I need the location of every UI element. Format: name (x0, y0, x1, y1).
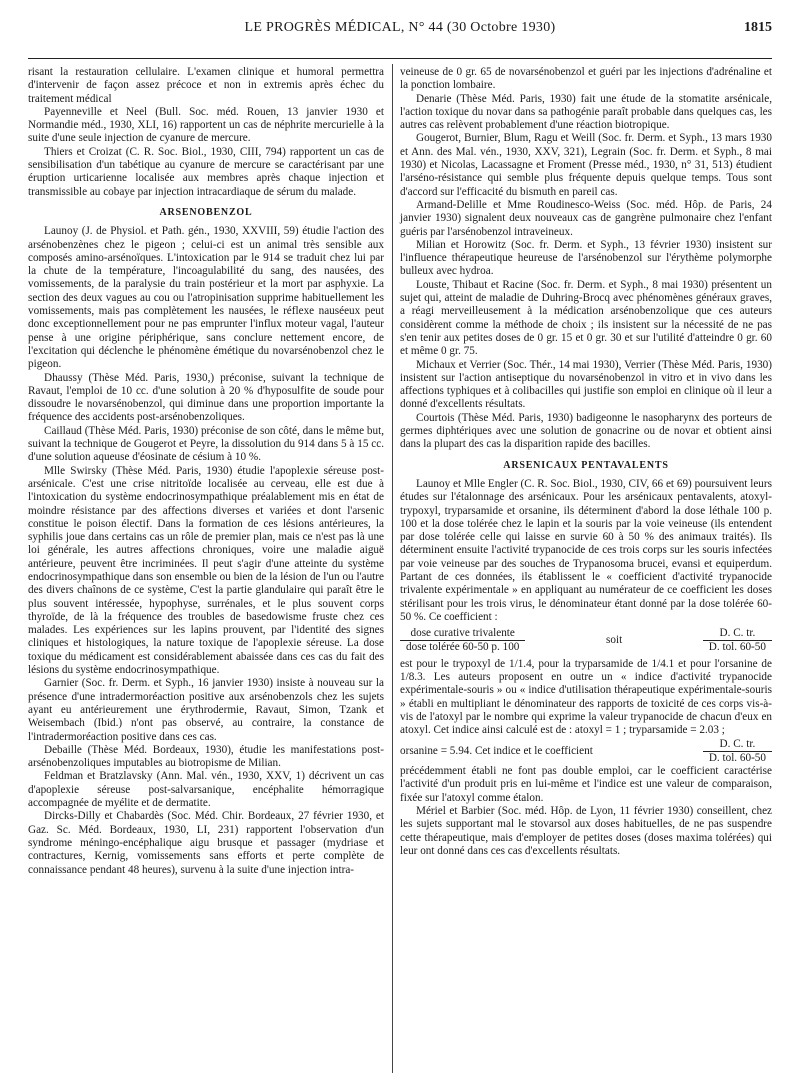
fraction-numerator: dose curative trivalente (410, 627, 515, 640)
paragraph: Louste, Thibaut et Racine (Soc. fr. Derm. et Syph., 8 mai 1930) présentent un sujet qui, atteint de maladie de Duhring-Brocq avec phénomènes généraux graves, a réagi merveilleusement à la médication arsénobenzolique que ces auteurs considèrent comme la méthode de choix ; ils insistent sur la nécessité de ne pas s'en tenir aux petites doses de 0 gr. 15 et 0 gr. 30 et sur l'utilité d'atteindre 0 gr. 60 et même 0 gr. 75. (400, 278, 772, 358)
formula-connector: soit (606, 634, 623, 647)
paragraph: Dircks-Dilly et Chabardès (Soc. Méd. Chir. Bordeaux, 27 février 1930, et Gaz. Sc. Méd. Bordeaux, 1930, LI, 231) rapportent l'observation d'un syndrome méningo-encéphalique aigu brusque et passager (mydriase et contractures, Kernig, vomissements sans efforts et perte complète de connaissance pendant 48 heures), survenu à la suite d'une injection intra- (28, 810, 384, 876)
page-number: 1815 (744, 20, 772, 35)
header-rule (28, 58, 772, 59)
coefficient-formula (400, 627, 772, 655)
fraction-numerator: D. C. tr. (719, 627, 756, 640)
paragraph: veineuse de 0 gr. 65 de novarsénobenzol et guéri par les injections d'adrénaline et la ponction lombaire. (400, 66, 772, 92)
running-title: LE PROGRÈS MÉDICAL, N° 44 (30 Octobre 1930) (244, 20, 556, 35)
paragraph: Denarie (Thèse Méd. Paris, 1930) fait une étude de la stomatite arsénicale, l'action toxique du novar dans sa pathogénie paraît probable dans quelques cas, les autres cas relèvent probablement d'une réaction biotropique. (400, 92, 772, 132)
paragraph: Caillaud (Thèse Méd. Paris, 1930) préconise de son côté, dans le même but, suivant la technique de Gougerot et Peyre, la dissolution du 914 dans 5 à 15 cc. d'une solution aqueuse d'éosinate de césium à 10 %. (28, 424, 384, 464)
paragraph: est pour le trypoxyl de 1/1.4, pour la tryparsamide de 1/4.1 et pour l'orsanine de 1/8.3. Les auteurs proposent en outre un « indice d'activité trypanocide expérimentale-souris » ou « indice d'utilisation thérapeutique expérimentale-souris » établi en multipliant le dénominateur des rapports de toxicité de ces corps vis-à-vis de l'atoxyl par le nombre qui exprime la valeur trypanocide de chacun d'eux en atoxyl. Cet indice ainsi calculé est de : atoxyl = 1 ; tryparsamide = 2.03 ; (400, 657, 772, 737)
paragraph: risant la restauration cellulaire. L'examen clinique et humoral permettra d'intervenir de façon assez précoce et non in extremis après échec du traitement médical (28, 66, 384, 105)
page-header (28, 20, 772, 42)
paragraph: Launoy (J. de Physiol. et Path. gén., 1930, XXVIII, 59) étudie l'action des arsénobenzènes chez le pigeon ; celui-ci est un animal très sensible aux composés amino-arsénoïques. L'intoxication par le 914 se traduit chez lui par la chute de la température, l'incoagulabilité du sang, des nausées, des vomissements, de la paralysie du train postérieur et la mort par asphyxie. La section des deux vagues au cou ou l'atropinisation supprime habituellement les vomissements, mais pas complètement les nausées, le réflexe nauséeux peut donc exceptionnellement pour ne pas emprunter l'influx moteur vagal, l'auteur pense à une origine périphérique, sans conclure nettement encore, de l'excitation qui déclenche le phénomène émétique du novarsénobenzol chez le pigeon. (28, 225, 384, 371)
paragraph: Milian et Horowitz (Soc. fr. Derm. et Syph., 13 février 1930) insistent sur l'influence thérapeutique heureuse de l'arsénobenzol sur l'érythème polymorphe bulleux avec hydroa. (400, 238, 772, 278)
paragraph: Thiers et Croizat (C. R. Soc. Biol., 1930, CIII, 794) rapportent un cas de sensibilisation d'un tabétique au cyanure de mercure se caractérisant par une éruption urticarienne localisée aux membres après chaque injection et transmissible au cobaye par injection intracardiaque de sérum du malade. (28, 145, 384, 198)
paragraph: Michaux et Verrier (Soc. Thér., 14 mai 1930), Verrier (Thèse Méd. Paris, 1930) insistent sur l'action antiseptique du novarsénobenzol in vitro et in vivo dans les affections typhiques et à colibacilles qui justifie son emploi en clinique où il leur a donné d'excellents résultats. (400, 358, 772, 411)
paragraph: Launoy et Mlle Engler (C. R. Soc. Biol., 1930, CIV, 66 et 69) poursuivent leurs études sur l'étalonnage des arsénicaux. Pour les arsénicaux pentavalents, atoxyl-trypoxyl, tryparsamide et orsanine, ils déterminent d'abord la dose léthale 100 p. 100 et la dose tolérée chez le lapin et la souris par la voie veineuse (ils entendent par dose tolérée celle qui laisse en survie 60 à 50 % des animaux traités). Ils déterminent ensuite l'activité trypanocide de ces trois corps sur les souris infectées par voie veineuse par des souches de Trypanosoma brucei, evansi et equiperdum. Partant de ces données, ils établissent le « coefficient d'activité trypanocide trivalente expérimentale » en appliquant au numérateur de ce coefficient les doses stérilisant pour les trois virus, le dénominateur étant donné par la dose tolérée 60-50 %. Ce coefficient : (400, 477, 772, 623)
paragraph: Mlle Swirsky (Thèse Méd. Paris, 1930) étudie l'apoplexie séreuse post-arsénicale. C'est une crise nitritoïde localisée au cerveau, elle est due à l'intoxication du système endocrinosympathique préalablement mis en état de moindre résistance par des affections diverses et variées et dont l'arsenic constitue le poison électif. Dans la formation de ces lésions antérieures, la syphilis joue dans certains cas un rôle de premier plan, mais ce n'est pas là une loi générale, les autres affections chroniques, voire une maladie aiguë antérieure, peuvent être incriminées. Il peut s'agir d'une atteinte du système endocrinosympathique dans son ensemble ou bien de la lésion de l'un ou l'autre des divers chaînons de ce système, C'est la partie glandulaire qui paraît être le plus souvent intéressée, hypophyse, surrénales, et le plus souvent corps thyroïde, de là la fréquence des troubles de basedowisme fruste chez ces malades. Les expériences sur les lapins prouvent, par l'identité des signes cliniques et histologiques, la nature toxique de l'apoplexie séreuse. La dose toxique du médicament est considérablement abaissée dans ces cas du fait des lésions du système endocrinosympathique. (28, 464, 384, 677)
fraction-denominator: D. tol. 60-50 (703, 640, 772, 654)
paragraph: Garnier (Soc. fr. Derm. et Syph., 16 janvier 1930) insiste à nouveau sur la présence d'une intradermoréaction positive aux arsénobenzols chez les sujets ayant eu antérieurement une érythrodermie, Ravaut, Simon, Tzank et Weisembach (Ibid.) n'ont pas observé, au contraire, la constance de l'intradermoréaction positive dans ces cas. (28, 677, 384, 743)
paragraph: Dhaussy (Thèse Méd. Paris, 1930,) préconise, suivant la technique de Ravaut, l'emploi de 10 cc. d'une solution à 20 % d'hyposulfite de soude pour dissoudre le novarsénobenzol, qui diminue dans une proportion importante la fréquence des accidents post-arsénobenzoliques. (28, 371, 384, 424)
fraction-denominator: D. tol. 60-50 (703, 751, 772, 765)
fraction-denominator: dose tolérée 60-50 p. 100 (400, 640, 525, 654)
paragraph: Courtois (Thèse Méd. Paris, 1930) badigeonne le nasopharynx des porteurs de germes diphtériques avec une solution de gonacrine ou de novar et obtient ainsi dans la plupart des cas la disparition rapide des bacilles. (400, 411, 772, 451)
column-divider (392, 64, 393, 1073)
fraction-left (400, 627, 525, 655)
paragraph: précédemment établi ne font pas double emploi, car le coefficient caractérise l'activité d'un produit pris en lui-même et l'indice est une valeur de comparaison, fixée sur l'atoxyl comme étalon. (400, 765, 772, 804)
paragraph: Payenneville et Neel (Bull. Soc. méd. Rouen, 13 janvier 1930 et Normandie méd., 1930, XLI, 16) rapportent un cas de néphrite mercurielle à la suite d'une seule injection de cyanure de mercure. (28, 105, 384, 145)
paragraph: Debaille (Thèse Méd. Bordeaux, 1930), étudie les manifestations post-arsénobenzoliques imputables au biotropisme de Milian. (28, 743, 384, 770)
right-column (400, 66, 772, 858)
fraction-numerator: D. C. tr. (719, 737, 756, 750)
paragraph: Gougerot, Burnier, Blum, Ragu et Weill (Soc. fr. Derm. et Syph., 13 mars 1930 et Ann. des Mal. vén., 1930, XXV, 321), Legrain (Soc. fr. Derm. et Syph., 8 mai 1930) et Nicolas, Lacassagne et Froment (Presse méd., 1930, n° 31, 513) étudient l'arséno-résistance qui semble plus fréquente depuis quelque temps. Tous sont d'accord sur l'efficacité du bismuth en pareil cas. (400, 132, 772, 198)
fraction-inline (703, 738, 772, 766)
fraction-right (703, 627, 772, 655)
section-heading-arsenicaux-pentavalents: ARSENICAUX PENTAVALENTS (503, 459, 669, 471)
left-column (28, 66, 384, 877)
formula-text: orsanine = 5.94. Cet indice et le coefficient (400, 744, 593, 757)
paragraph: Armand-Delille et Mme Roudinesco-Weiss (Soc. méd. Hôp. de Paris, 24 janvier 1930) signalent deux nouveaux cas de gangrène pulmonaire chez l'enfant guéris par l'arsénobenzol intraveineux. (400, 198, 772, 238)
paragraph: Feldman et Bratzlavsky (Ann. Mal. vén., 1930, XXV, 1) décrivent un cas d'apoplexie séreuse post-salvarsanique, encéphalite hémorragique accompagnée de myélite et de dermatite. (28, 770, 384, 810)
inline-formula (400, 738, 772, 766)
section-heading-arsenobenzol: ARSENOBENZOL (159, 206, 253, 218)
paragraph: Mériel et Barbier (Soc. méd. Hôp. de Lyon, 11 février 1930) conseillent, chez les sujets supportant mal le stovarsol aux doses habituelles, de ne pas suspendre cette thérapeutique, mais d'employer de petites doses (doses maxima tolérées) qui leur ont donné dans ces cas d'excellents résultats. (400, 805, 772, 857)
